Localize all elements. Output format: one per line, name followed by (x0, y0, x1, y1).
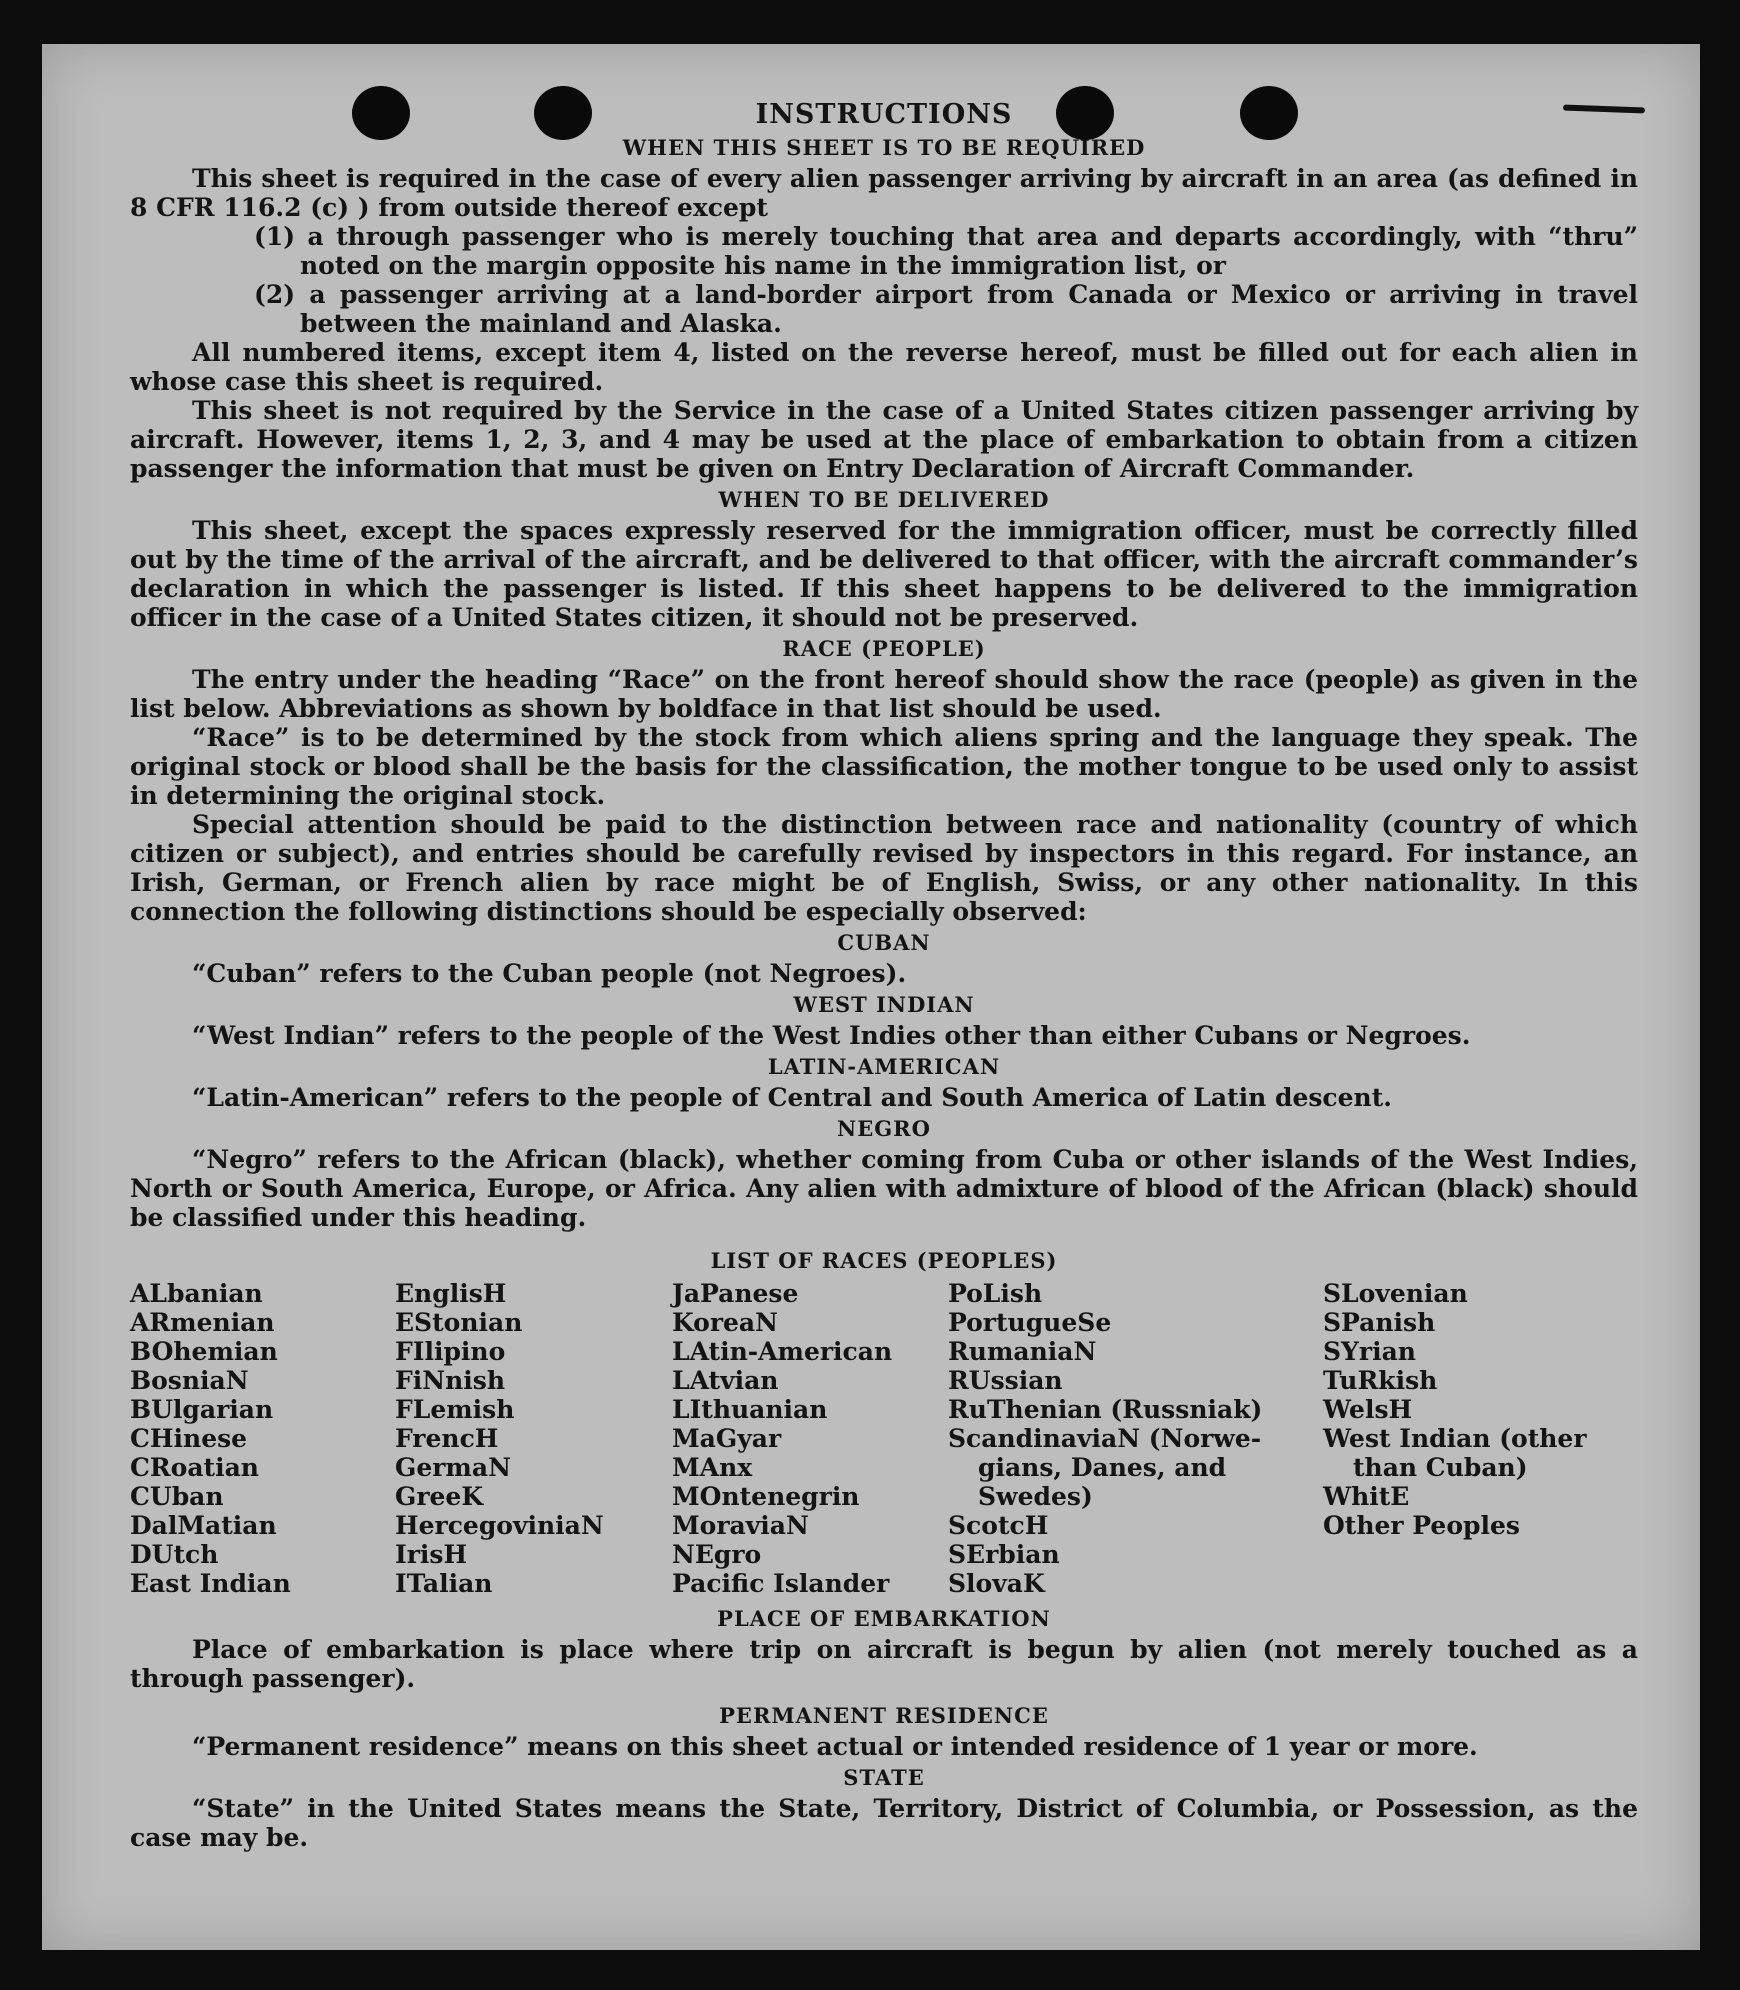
race-item: HercegoviniaN (395, 1511, 604, 1540)
section-heading-list-of-races: LIST OF RACES (PEOPLES) (710, 1248, 1058, 1273)
section-heading-state: STATE (843, 1765, 925, 1790)
races-column-2 (395, 1279, 672, 1598)
race-item: FLemish (395, 1395, 515, 1424)
race-item: ARmenian (130, 1308, 275, 1337)
race-item: Pacific Islander (672, 1569, 890, 1598)
paragraph: “Race” is to be determined by the stock from which aliens spring and the language they speak. The original stock or blood shall be the basis for the classification, the mother tongue to be used only to assist in determining the original stock. (130, 723, 1638, 810)
race-item: CRoatian (130, 1453, 259, 1482)
paragraph: The entry under the heading “Race” on the front hereof should show the race (people) as given in the list below. Abbreviations as shown by boldface in that list should be used. (130, 665, 1638, 723)
paragraph: Place of embarkation is place where trip on aircraft is begun by alien (not merely touched as a through passenger). (130, 1635, 1638, 1693)
race-item: WelsH (1323, 1395, 1413, 1424)
section-heading-residence: PERMANENT RESIDENCE (719, 1703, 1049, 1728)
race-item: KoreaN (672, 1308, 778, 1337)
section-heading-latin-american: LATIN-AMERICAN (767, 1054, 1001, 1079)
race-item: SErbian (948, 1540, 1060, 1569)
paragraph: “Latin-American” refers to the people of Central and South America of Latin descent. (192, 1083, 1392, 1112)
paragraph: This sheet, except the spaces expressly reserved for the immigration officer, must be correctly filled out by the time of the arrival of the aircraft, and be delivered to that officer, with the aircraft commander’s declaration in which the passenger is listed. If this sheet happens to be delivered to the immigration officer in the case of a United States citizen, it should not be preserved. (130, 516, 1638, 632)
race-item: CUban (130, 1482, 224, 1511)
races-column-3 (672, 1279, 948, 1598)
race-item: EStonian (395, 1308, 523, 1337)
paragraph: “State” in the United States means the State, Territory, District of Columbia, or Possession, as the case may be. (130, 1794, 1638, 1852)
race-item: SYrian (1323, 1337, 1416, 1366)
paragraph: This sheet is not required by the Service in the case of a United States citizen passenger arriving by aircraft. However, items 1, 2, 3, and 4 may be used at the place of embarkation to obtain from a citizen passenger the information that must be given on Entry Declaration of Aircraft Commander. (130, 396, 1638, 483)
race-item: TuRkish (1323, 1366, 1438, 1395)
races-list (130, 1279, 1638, 1598)
race-item: than Cuban) (1353, 1453, 1528, 1482)
race-item: BUlgarian (130, 1395, 274, 1424)
paragraph: “Negro” refers to the African (black), whether coming from Cuba or other islands of the West Indies, North or South America, Europe, or Africa. Any alien with admixture of blood of the African (black) should be classified under this heading. (130, 1145, 1638, 1232)
race-item: LAtin-American (672, 1337, 893, 1366)
race-item: LIthuanian (672, 1395, 828, 1424)
race-item: MOntenegrin (672, 1482, 860, 1511)
section-heading-embarkation: PLACE OF EMBARKATION (717, 1606, 1051, 1631)
race-item: FrencH (395, 1424, 499, 1453)
race-item: LAtvian (672, 1366, 779, 1395)
race-item: ScotcH (948, 1511, 1049, 1540)
instructions-content (130, 100, 1638, 1852)
race-item: DalMatian (130, 1511, 277, 1540)
list-item: (2) a passenger arriving at a land-border airport from Canada or Mexico or arriving in travel between the mainland and Alaska. (254, 280, 1638, 338)
race-item: ALbanian (130, 1279, 263, 1308)
paragraph: “Permanent residence” means on this sheet actual or intended residence of 1 year or more. (192, 1732, 1478, 1761)
race-item: JaPanese (672, 1279, 799, 1308)
race-item: FiNnish (395, 1366, 506, 1395)
race-item: MAnx (672, 1453, 753, 1482)
document-sheet (42, 44, 1700, 1950)
paragraph: Special attention should be paid to the distinction between race and nationality (country of which citizen or subject), and entries should be carefully revised by inspectors in this regard. For instance, an Irish, German, or French alien by race might be of English, Swiss, or any other nationality. In this connection the following distinctions should be especially observed: (130, 810, 1638, 926)
race-item: PoLish (948, 1279, 1043, 1308)
race-item: ScandinaviaN (Norwe- (948, 1424, 1262, 1453)
race-item: RuThenian (Russniak) (948, 1395, 1263, 1424)
race-item: SLovenian (1323, 1279, 1468, 1308)
race-item: Other Peoples (1323, 1511, 1520, 1540)
race-item: East Indian (130, 1569, 291, 1598)
race-item: West Indian (other (1323, 1424, 1587, 1453)
race-item: IrisH (395, 1540, 468, 1569)
race-item: RUssian (948, 1366, 1063, 1395)
paragraph: “Cuban” refers to the Cuban people (not Negroes). (192, 959, 907, 988)
paragraph: All numbered items, except item 4, listed on the reverse hereof, must be filled out for each alien in whose case this sheet is required. (130, 338, 1638, 396)
race-item: gians, Danes, and (978, 1453, 1227, 1482)
paragraph: This sheet is required in the case of every alien passenger arriving by aircraft in an area (as defined in 8 CFR 116.2 (c) ) from outside thereof except (130, 164, 1638, 222)
race-item: GermaN (395, 1453, 511, 1482)
race-item: DUtch (130, 1540, 219, 1569)
race-item: MoraviaN (672, 1511, 809, 1540)
section-heading-race: RACE (PEOPLE) (782, 636, 986, 661)
races-column-1 (130, 1279, 395, 1598)
race-item: MaGyar (672, 1424, 782, 1453)
race-item: CHinese (130, 1424, 248, 1453)
section-heading-required: WHEN THIS SHEET IS TO BE REQUIRED (622, 135, 1146, 160)
races-column-4 (948, 1279, 1323, 1598)
section-heading-delivered: WHEN TO BE DELIVERED (718, 487, 1050, 512)
race-item: SPanish (1323, 1308, 1436, 1337)
section-heading-negro: NEGRO (837, 1116, 931, 1141)
list-item: (1) a through passenger who is merely touching that area and departs accordingly, with “thru” noted on the margin opposite his name in the immigration list, or (254, 222, 1638, 280)
race-item: GreeK (395, 1482, 484, 1511)
race-item: WhitE (1323, 1482, 1410, 1511)
section-heading-cuban: CUBAN (837, 930, 931, 955)
paragraph: “West Indian” refers to the people of the West Indies other than either Cubans or Negroes. (192, 1021, 1471, 1050)
race-item: PortugueSe (948, 1308, 1112, 1337)
section-heading-west-indian: WEST INDIAN (793, 992, 975, 1017)
races-column-5 (1323, 1279, 1623, 1598)
race-item: FIlipino (395, 1337, 506, 1366)
race-item: BOhemian (130, 1337, 278, 1366)
race-item: BosniaN (130, 1366, 249, 1395)
race-item: RumaniaN (948, 1337, 1097, 1366)
race-item: Swedes) (978, 1482, 1093, 1511)
page-title: INSTRUCTIONS (755, 99, 1013, 130)
race-item: SlovaK (948, 1569, 1045, 1598)
race-item: NEgro (672, 1540, 762, 1569)
race-item: EnglisH (395, 1279, 507, 1308)
race-item: ITalian (395, 1569, 493, 1598)
